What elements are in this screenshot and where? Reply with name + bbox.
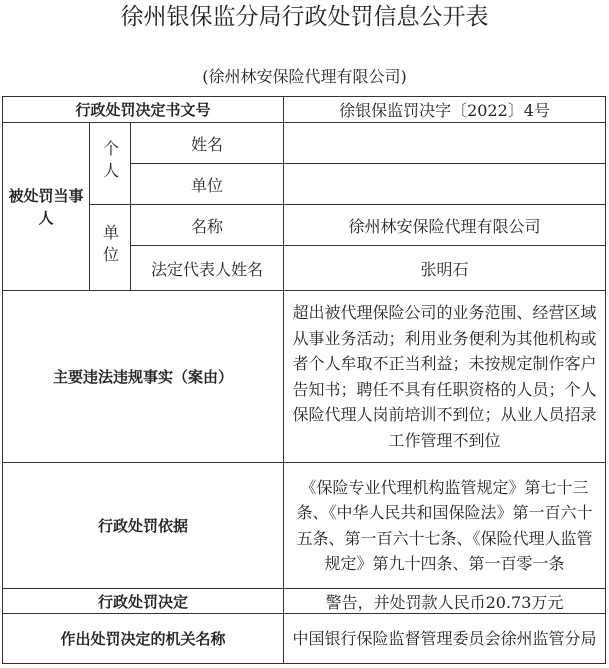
violation-facts-value: 超出被代理保险公司的业务范围、经营区域从事业务活动；利用业务便利为其他机构或者个人牟取不正当利益；未按规定制作客户告知书；聘任不具有任职资格的人员；个人保险代理人岗前培训不到位；从业人员招录工作管理不到位 (284, 291, 606, 463)
violation-facts-label: 主要违法违规事实（案由） (3, 291, 284, 463)
legal-rep-value: 张明石 (284, 246, 606, 291)
penalty-basis-label: 行政处罚依据 (3, 463, 284, 589)
entity-name-label: 名称 (131, 205, 284, 246)
legal-rep-label: 法定代表人姓名 (131, 246, 284, 291)
decision-number-value: 徐银保监罚决字〔2022〕4号 (284, 97, 606, 123)
employer-value (284, 164, 606, 205)
entity-name-value: 徐州林安保险代理有限公司 (284, 205, 606, 246)
penalty-decision-value: 警告，并处罚款人民币20.73万元 (284, 589, 606, 614)
party-label: 被处罚当事人 (3, 123, 90, 291)
authority-value: 中国银行保险监督管理委员会徐州监管分局 (284, 614, 606, 664)
penalty-info-table (2, 96, 606, 664)
name-value (284, 123, 606, 164)
entity-label: 单位 (90, 205, 131, 291)
decision-number-label: 行政处罚决定书文号 (3, 97, 284, 123)
company-subtitle: (徐州林安保险代理有限公司) (202, 67, 407, 86)
employer-label: 单位 (131, 164, 284, 205)
penalty-decision-label: 行政处罚决定 (3, 589, 284, 614)
page-title: 徐州银保监分局行政处罚信息公开表 (120, 4, 489, 30)
penalty-basis-value: 《保险专业代理机构监管规定》第七十三条、《中华人民共和国保险法》第一百六十五条、第一百六十七条、《保险代理人监管规定》第九十四条、第一百零一条 (284, 463, 606, 589)
authority-label: 作出处罚决定的机关名称 (3, 614, 284, 664)
individual-label: 个人 (90, 123, 131, 205)
name-label: 姓名 (131, 123, 284, 164)
